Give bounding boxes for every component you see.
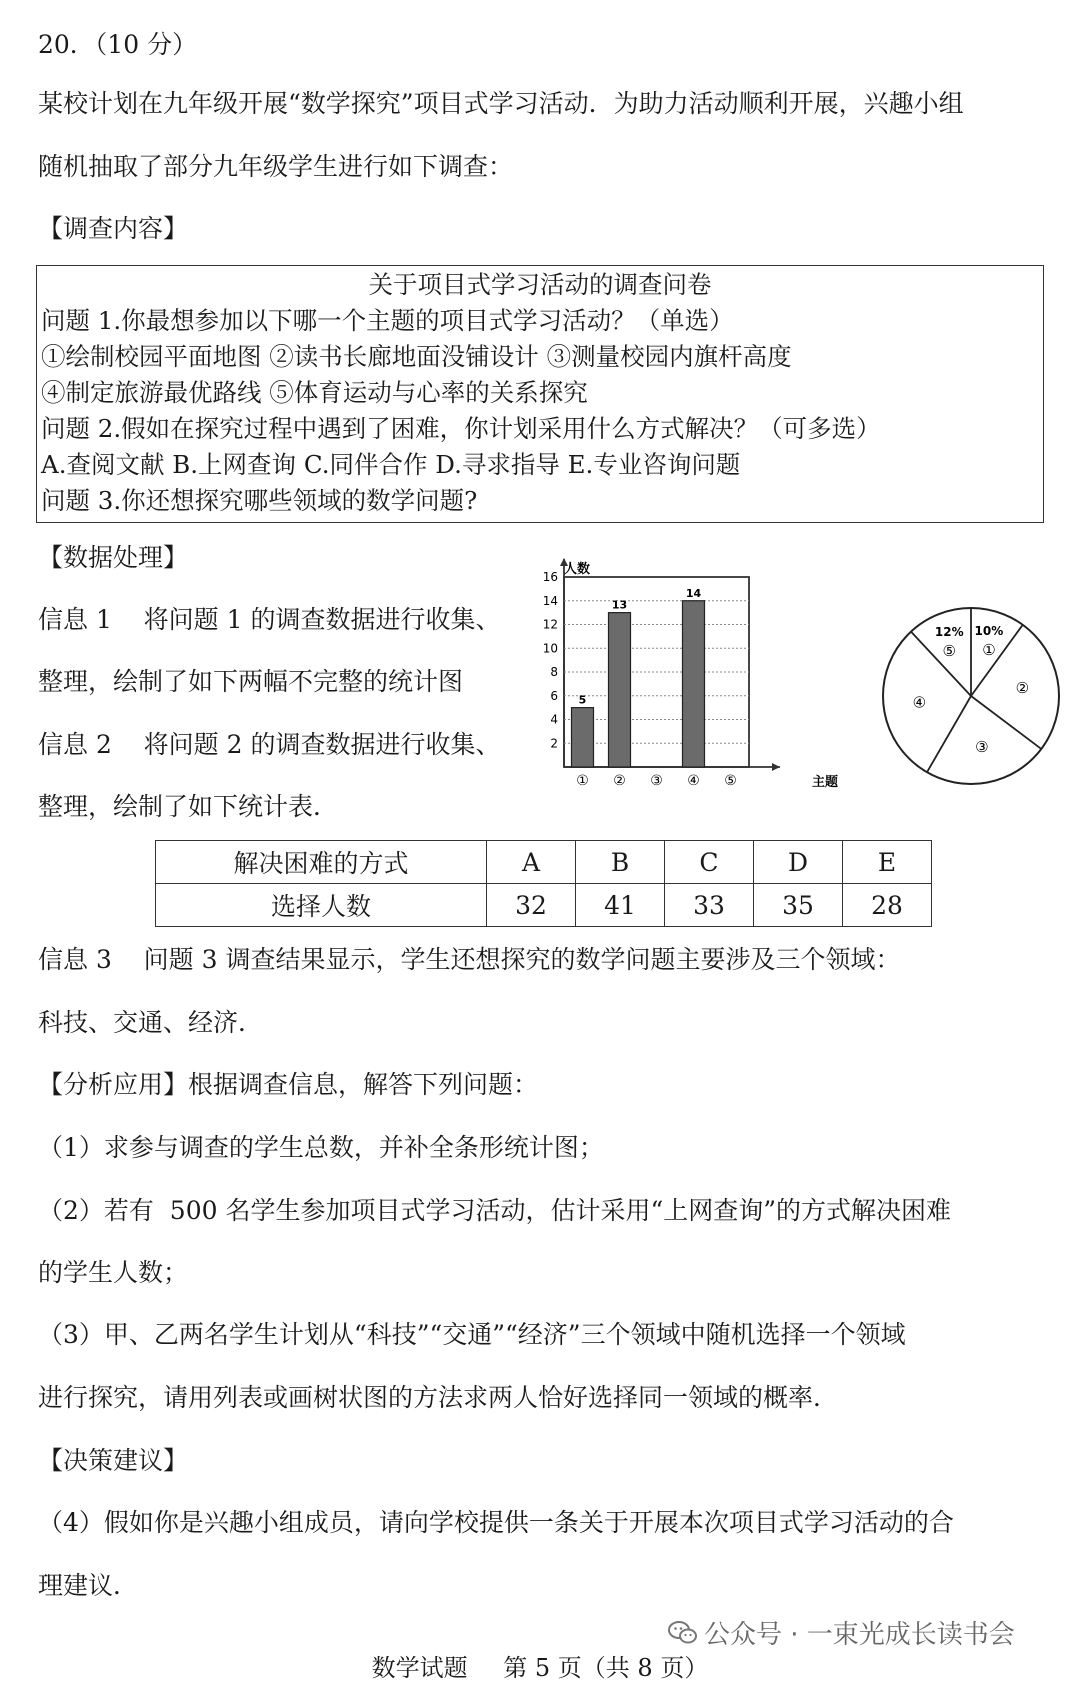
table-cell: D xyxy=(754,841,843,884)
table-cell: 41 xyxy=(576,884,665,927)
table-row-header: 选择人数 xyxy=(156,884,487,927)
stats-table xyxy=(155,840,932,927)
intro-line-2: 随机抽取了部分九年级学生进行如下调查： xyxy=(38,152,514,181)
question-4-line-2: 理建议． xyxy=(38,1571,139,1600)
analysis-intro: 根据调查信息，解答下列问题： xyxy=(188,1070,539,1099)
questionnaire-q1: 问题 1.你最想参加以下哪一个主题的项目式学习活动？（单选） xyxy=(41,306,734,335)
table-cell: 28 xyxy=(843,884,932,927)
y-tick-label: 8 xyxy=(550,665,558,679)
bar-data-label: 5 xyxy=(578,693,587,707)
table-row xyxy=(156,841,932,884)
bar xyxy=(609,613,631,767)
x-tick-label: ① xyxy=(576,773,589,789)
bar xyxy=(683,601,705,767)
y-tick-label: 2 xyxy=(550,736,558,751)
pie-slice-label: ④ xyxy=(912,693,927,712)
info3-line-1: 信息 3 问题 3 调查结果显示，学生还想探究的数学问题主要涉及三个领域： xyxy=(38,945,901,974)
analysis-heading xyxy=(38,1068,538,1102)
question-2-line-2: 的学生人数； xyxy=(38,1258,189,1287)
table-row-header: 解决困难的方式 xyxy=(156,841,487,884)
bar-chart-xlabel: 主题 xyxy=(812,775,839,790)
x-tick-label: ④ xyxy=(687,773,700,789)
info2-line-2: 整理，绘制了如下统计表． xyxy=(38,792,339,821)
info3-line-2: 科技、交通、经济． xyxy=(38,1008,264,1037)
pie-slice-boundary xyxy=(927,696,971,772)
x-tick-label: ③ xyxy=(650,773,663,789)
question-3-line-2: 进行探究，请用列表或画树状图的方法求两人恰好选择同一领域的概率． xyxy=(38,1383,839,1412)
y-tick-label: 10 xyxy=(542,641,558,656)
page-footer xyxy=(0,1648,1080,1683)
footer-page: 第 5 页（共 8 页） xyxy=(503,1654,709,1682)
questionnaire-q2: 问题 2.假如在探究过程中遇到了困难，你计划采用什么方式解决？（可多选） xyxy=(41,414,881,443)
pie-chart xyxy=(875,598,1075,794)
footer-subject: 数学试题 xyxy=(371,1654,468,1682)
section-decision: 【决策建议】 xyxy=(38,1446,189,1475)
section-survey: 【调查内容】 xyxy=(38,214,189,243)
bar-chart xyxy=(530,555,850,805)
pie-slice-label: ⑤ xyxy=(942,642,956,661)
pie-percent-label: 10% xyxy=(974,623,1004,638)
questionnaire-q2-options: A.查阅文献 B.上网查询 C.同伴合作 D.寻求指导 E.专业咨询问题 xyxy=(41,450,741,479)
pie-slice-label: ② xyxy=(1015,678,1030,697)
table-cell: C xyxy=(665,841,754,884)
x-tick-label: ② xyxy=(613,773,626,789)
pie-percent-label: 12% xyxy=(934,625,964,640)
questionnaire-title: 关于项目式学习活动的调查问卷 xyxy=(368,270,712,299)
y-tick-label: 14 xyxy=(542,593,558,608)
pie-slice-label: ① xyxy=(982,640,996,659)
question-2-line-1: （2）若有 500 名学生参加项目式学习活动，估计采用“上网查询”的方式解决困难 xyxy=(38,1196,952,1225)
intro-line-1: 某校计划在九年级开展“数学探究”项目式学习活动．为助力活动顺利开展，兴趣小组 xyxy=(38,89,964,118)
table-row xyxy=(156,884,932,927)
y-tick-label: 4 xyxy=(550,712,558,727)
info1-line-2: 整理，绘制了如下两幅不完整的统计图 xyxy=(38,667,464,696)
question-1: （1）求参与调查的学生总数，并补全条形统计图； xyxy=(38,1133,604,1162)
table-cell: B xyxy=(576,841,665,884)
pie-slice-boundary xyxy=(911,632,971,696)
bar xyxy=(572,708,594,767)
table-cell: 33 xyxy=(665,884,754,927)
bar-data-label: 13 xyxy=(611,598,628,612)
bar-data-label: 14 xyxy=(685,586,702,600)
table-cell: 32 xyxy=(487,884,576,927)
pie-slice-label: ③ xyxy=(975,737,989,756)
y-tick-label: 6 xyxy=(550,688,558,703)
questionnaire-box xyxy=(36,265,1044,523)
info2-line-1: 信息 2 将问题 2 的调查数据进行收集、 xyxy=(38,730,501,759)
info1-line-1: 信息 1 将问题 1 的调查数据进行收集、 xyxy=(38,605,501,634)
questionnaire-q3: 问题 3.你还想探究哪些领域的数学问题? xyxy=(41,486,478,515)
x-tick-label: ⑤ xyxy=(724,773,737,789)
wechat-icon xyxy=(668,1620,698,1646)
table-cell: E xyxy=(843,841,932,884)
question-4-line-1: （4）假如你是兴趣小组成员，请向学校提供一条关于开展本次项目式学习活动的合 xyxy=(38,1508,954,1537)
section-analysis: 【分析应用】 xyxy=(38,1070,189,1099)
questionnaire-q1-options-2: ④制定旅游最优路线 ⑤体育运动与心率的关系探究 xyxy=(41,378,588,407)
y-tick-label: 16 xyxy=(542,570,558,584)
table-cell: 35 xyxy=(754,884,843,927)
watermark-text: 公众号 · 一束光成长读书会 xyxy=(704,1620,1015,1650)
table-cell: A xyxy=(487,841,576,884)
watermark xyxy=(668,1614,1015,1651)
questionnaire-q1-options-1: ①绘制校园平面地图 ②读书长廊地面没铺设计 ③测量校园内旗杆高度 xyxy=(41,342,792,371)
question-number: 20．（10 分） xyxy=(38,30,198,59)
x-axis-arrow xyxy=(772,763,780,771)
section-data: 【数据处理】 xyxy=(38,543,189,572)
question-3-line-1: （3）甲、乙两名学生计划从“科技”“交通”“经济”三个领域中随机选择一个领域 xyxy=(38,1320,906,1349)
bar-chart-ylabel: 人数 xyxy=(564,562,591,577)
y-tick-label: 12 xyxy=(542,617,558,632)
